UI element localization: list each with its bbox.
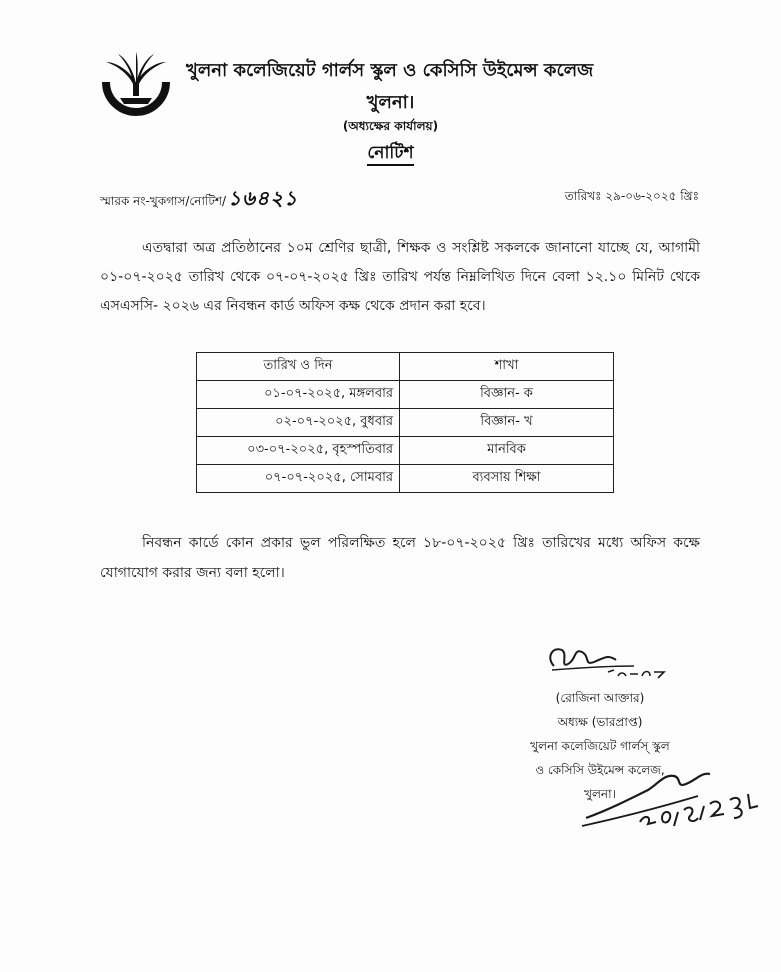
cell-date: ০৩-০৭-২০২৫, বৃহস্পতিবার [197, 437, 400, 465]
notice-title [0, 140, 781, 168]
table-row [197, 465, 614, 493]
column-header-branch: শাখা [400, 353, 614, 381]
memo-reference [100, 184, 298, 217]
notice-title-text: নোটিশ [367, 143, 413, 166]
cell-date: ০৭-০৭-২০২৫, সোমবার [197, 465, 400, 493]
body-paragraph-2: নিবন্ধন কার্ডে কোন প্রকার ভুল পরিলক্ষিত হলে ১৮-০৭-২০২৫ খ্রিঃ তারিখের মধ্যে অফিস কক্ষে যোগাযোগ করার জন্য বলা হলো। [100, 535, 700, 581]
table-row [197, 437, 614, 465]
table-header-row [197, 353, 614, 381]
memo-number: ১৬৪২১ [228, 186, 298, 210]
cell-branch: মানবিক [400, 437, 614, 465]
signatory-org-line-3: খুলনা। [584, 787, 616, 801]
cell-date: ০১-০৭-২০২৫, মঙ্গলবার [197, 381, 400, 409]
body-paragraph-1: এতদ্বারা অত্র প্রতিষ্ঠানের ১০ম শ্রেণির ছাত্রী, শিক্ষক ও সংশ্লিষ্ট সকলকে জানানো যাচ্ছে যে, আগামী ০১-০৭-২০২৫ তারিখ থেকে ০৭-০৭-২০২৫ খ্রিঃ তারিখ পর্যন্ত নিম্নলিখিত দিনে বেলা ১২.১০ মিনিট থেকে এসএসসি- ২০২৬ এর নিবন্ধন কার্ড অফিস কক্ষ থেকে প্রদান করা হবে। [100, 240, 700, 314]
cell-branch: ব্যবসায় শিক্ষা [400, 465, 614, 493]
notice-date: তারিখঃ ২৯-০৬-২০২৫ খ্রিঃ [564, 189, 699, 203]
signatory-org-line-2: ও কেসিসি উইমেন্স কলেজ, [535, 763, 665, 777]
institution-city: খুলনা। [366, 92, 415, 113]
table-row [197, 409, 614, 437]
schedule-table [196, 352, 614, 493]
cell-branch: বিজ্ঞান- ক [400, 381, 614, 409]
memo-prefix: স্মারক নং-খুকগাস/নোটিশ/ [100, 194, 227, 208]
signatory-org-line-1: খুলনা কলেজিয়েট গার্লস্ স্কুল [530, 739, 670, 753]
institution-name: খুলনা কলেজিয়েট গার্লস স্কুল ও কেসিসি উইমেন্স কলেজ [186, 60, 594, 81]
second-signature [578, 752, 778, 842]
office-label: (অধ্যক্ষের কার্যালয়) [342, 119, 439, 133]
principal-signature [538, 640, 678, 686]
cell-date: ০২-০৭-২০২৫, বুধবার [197, 409, 400, 437]
cell-branch: বিজ্ঞান- খ [400, 409, 614, 437]
column-header-date: তারিখ ও দিন [197, 353, 400, 381]
signatory-name: (রোজিনা আক্তার) [555, 691, 645, 705]
table-row [197, 381, 614, 409]
signatory-designation: অধ্যক্ষ (ভারপ্রাপ্ত) [557, 715, 643, 729]
